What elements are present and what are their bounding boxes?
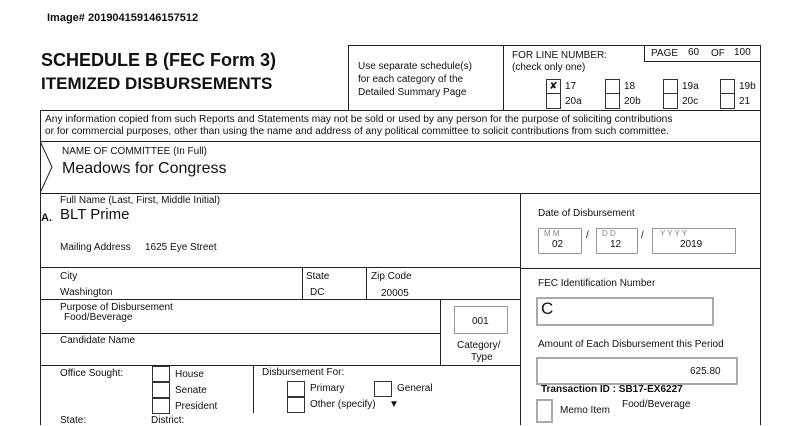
amount-label: Amount of Each Disbursement this Period [538, 339, 724, 350]
schedule-title: SCHEDULE B (FEC Form 3) [41, 50, 277, 70]
date-year-hint: Y Y Y Y [660, 229, 688, 238]
district-label: District: [151, 415, 185, 426]
line-21-label: 21 [739, 96, 751, 107]
memo-text: Food/Beverage [622, 399, 691, 410]
office-senate-checkbox[interactable] [152, 382, 170, 398]
category-label-2: Type [471, 352, 493, 363]
instruction-line-3: Detailed Summary Page [358, 87, 467, 98]
entry-letter: A. [41, 212, 52, 224]
date-month-hint: M M [544, 229, 560, 238]
fec-id-field[interactable] [536, 297, 714, 326]
state-label: State [306, 271, 330, 282]
image-id: Image# 201904159146157512 [47, 12, 199, 24]
other-label: Other (specify) [310, 399, 376, 410]
line-20c-checkbox[interactable] [663, 93, 678, 109]
date-label: Date of Disbursement [538, 208, 635, 219]
date-year-value: 2019 [680, 239, 703, 250]
state-value: DC [310, 287, 325, 298]
line-19b-label: 19b [739, 81, 756, 92]
office-president-checkbox[interactable] [152, 398, 170, 414]
notice-line-1: Any information copied from such Reports and Statements may not be sold or used by any person for the purpose of soliciting contributions [45, 114, 673, 125]
page-label: PAGE [651, 48, 679, 59]
office-sought-label: Office Sought: [60, 368, 124, 379]
check-only-one: (check only one) [512, 62, 586, 73]
line-21-checkbox[interactable] [720, 93, 735, 109]
date-sep-2: / [641, 230, 644, 241]
line-18-label: 18 [624, 81, 636, 92]
of-label: OF [711, 48, 725, 59]
category-code: 001 [472, 316, 489, 327]
line-17-checkbox[interactable]: ✘ [546, 79, 561, 95]
fec-id-label: FEC Identification Number [538, 278, 656, 289]
category-label-1: Category/ [457, 340, 501, 351]
primary-label: Primary [310, 383, 345, 394]
purpose-label: Purpose of Disbursement [60, 302, 173, 313]
line-17-label: 17 [565, 81, 577, 92]
line-20b-label: 20b [624, 96, 641, 107]
zip-value: 20005 [381, 288, 409, 299]
office-president-label: President [175, 401, 218, 412]
full-name-value: BLT Prime [60, 206, 130, 223]
purpose-value: Food/Beverage [64, 312, 133, 323]
zip-label: Zip Code [371, 271, 412, 282]
line-20a-checkbox[interactable] [546, 93, 561, 109]
fec-id-prefix: C [541, 299, 554, 318]
line-20c-label: 20c [682, 96, 699, 107]
primary-checkbox[interactable] [287, 381, 305, 397]
city-value: Washington [60, 287, 113, 298]
mailing-address-value: 1625 Eye Street [145, 242, 217, 253]
committee-name: Meadows for Congress [62, 160, 227, 177]
transaction-id: Transaction ID : SB17-EX6227 [541, 384, 683, 395]
line-number-label: FOR LINE NUMBER: [512, 50, 608, 61]
page-total: 100 [734, 47, 751, 58]
state-footer-label: State: [60, 415, 87, 426]
instruction-line-1: Use separate schedule(s) [358, 61, 472, 72]
line-20a-label: 20a [565, 96, 582, 107]
date-day-hint: D D [602, 229, 616, 238]
memo-label: Memo Item [560, 405, 611, 416]
instruction-line-2: for each category of the [358, 74, 464, 85]
amount-value: 625.80 [690, 366, 721, 377]
office-senate-label: Senate [175, 385, 207, 396]
date-sep-1: / [586, 230, 589, 241]
date-day-value: 12 [610, 239, 622, 250]
memo-checkbox[interactable] [536, 399, 553, 423]
general-label: General [397, 383, 433, 394]
line-19a-label: 19a [682, 81, 699, 92]
committee-label: NAME OF COMMITTEE (In Full) [62, 146, 207, 157]
committee-arrow-icon [40, 141, 54, 193]
other-dropdown-icon[interactable]: ▼ [389, 399, 399, 410]
office-house-checkbox[interactable] [152, 366, 170, 382]
candidate-name-label: Candidate Name [60, 335, 136, 346]
page-number: 60 [688, 47, 700, 58]
mailing-address-label: Mailing Address [60, 242, 131, 253]
schedule-subtitle: ITEMIZED DISBURSEMENTS [41, 74, 273, 93]
line-20b-checkbox[interactable] [605, 93, 620, 109]
notice-line-2: or for commercial purposes, other than using the name and address of any political committee to solicit contributions from such committee. [45, 126, 669, 137]
city-label: City [60, 271, 78, 282]
office-house-label: House [175, 369, 204, 380]
disbursement-for-label: Disbursement For: [262, 367, 345, 378]
other-checkbox[interactable] [287, 397, 305, 413]
general-checkbox[interactable] [374, 381, 392, 397]
date-month-value: 02 [552, 239, 564, 250]
full-name-label: Full Name (Last, First, Middle Initial) [60, 195, 221, 206]
